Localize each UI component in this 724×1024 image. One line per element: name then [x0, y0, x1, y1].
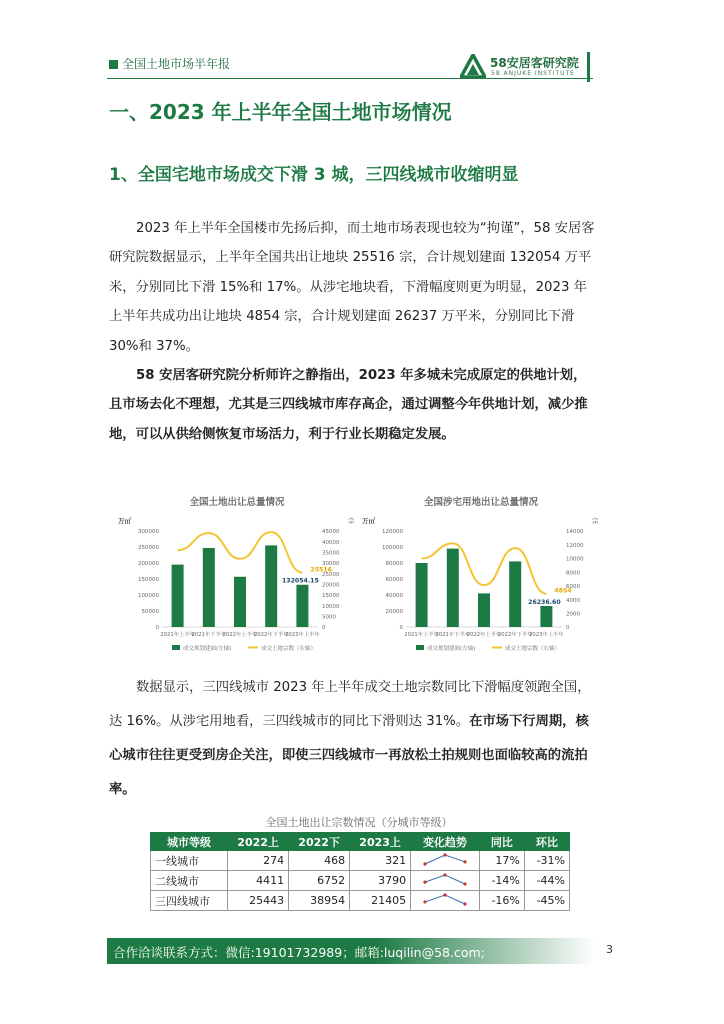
right-tick-label: 15000 — [322, 593, 340, 600]
left-tick-label: 100000 — [382, 545, 403, 552]
left-tick-label: 60000 — [385, 577, 403, 584]
trend-sparkline — [411, 851, 480, 871]
x-tick-label: 2022年上半年 — [466, 632, 502, 638]
table-row — [151, 871, 570, 891]
left-tick-label: 20000 — [385, 609, 403, 616]
qoq-change: -45% — [524, 891, 569, 911]
x-tick-label: 2023年上半年 — [285, 632, 320, 638]
sparkline-point — [443, 893, 446, 896]
right-tick-label: 25000 — [322, 571, 340, 578]
right-tick-label: 10000 — [566, 556, 584, 563]
table-header-row — [151, 833, 570, 851]
land-total-chart — [114, 487, 360, 659]
right-tick-label: 14000 — [566, 529, 584, 536]
right-tick-label: 35000 — [322, 550, 340, 557]
line-data-label: 25516 — [310, 566, 332, 574]
chart-title: 全国涉宅用地出让总量情况 — [423, 497, 539, 508]
x-tick-label: 2021年上半年 — [404, 632, 439, 638]
left-axis-unit: 万㎡ — [118, 517, 131, 525]
bar — [234, 577, 246, 627]
value-2022-h2: 468 — [289, 851, 350, 871]
left-tick-label: 150000 — [138, 577, 159, 584]
sparkline-point — [463, 882, 466, 885]
sparkline-point — [443, 873, 446, 876]
x-tick-label: 2022年下半年 — [253, 632, 289, 638]
left-tick-label: 0 — [155, 625, 159, 632]
residential-land-chart — [358, 487, 604, 659]
value-2022-h2: 6752 — [289, 871, 350, 891]
sparkline-point — [463, 860, 466, 863]
header-rule — [107, 78, 593, 79]
paragraph-3-text: 数据显示，三四线城市 2023 年上半年成交土地宗数同比下滑幅度领跑全国，达 16%。从涉宅用地看，三四线城市的同比下滑则达 31%。 — [109, 680, 591, 729]
header-bullet — [109, 60, 118, 69]
legend-line-label: 成交土地宗数（右轴） — [261, 646, 317, 652]
yoy-change: -14% — [479, 871, 524, 891]
right-tick-label: 2000 — [566, 611, 580, 618]
trend-sparkline — [411, 891, 480, 911]
table-row — [151, 891, 570, 911]
right-tick-label: 10000 — [322, 603, 340, 610]
table-title: 全国土地出让宗数情况（分城市等级） — [265, 816, 453, 829]
right-tick-label: 5000 — [322, 614, 336, 621]
value-2022-h1: 4411 — [228, 871, 289, 891]
header-cell: 城市等级 — [151, 833, 228, 851]
value-2022-h2: 38954 — [289, 891, 350, 911]
header-cell: 变化趋势 — [411, 833, 480, 851]
table-row — [151, 851, 570, 871]
qoq-change: -44% — [524, 871, 569, 891]
series-line — [178, 532, 303, 572]
value-2022-h1: 25443 — [228, 891, 289, 911]
series-line — [422, 543, 547, 593]
header-cell: 2022下 — [289, 833, 350, 851]
right-tick-label: 0 — [566, 625, 570, 632]
sparkline-point — [423, 900, 426, 903]
right-tick-label: 0 — [322, 625, 326, 632]
sparkline-point — [423, 881, 426, 884]
bar — [203, 548, 215, 627]
right-tick-label: 12000 — [566, 542, 584, 549]
sparkline-point — [443, 853, 446, 856]
header-cell: 环比 — [524, 833, 569, 851]
left-tick-label: 200000 — [138, 561, 159, 568]
x-tick-label: 2023年上半年 — [529, 632, 564, 638]
city-tier-table — [150, 832, 570, 911]
paragraph-2 — [109, 361, 599, 449]
left-axis-unit: 万㎡ — [362, 517, 375, 525]
bar — [416, 563, 428, 627]
x-tick-label: 2022年上半年 — [222, 632, 258, 638]
trend-sparkline — [411, 871, 480, 891]
page-number: 3 — [606, 943, 613, 956]
logo-english: 58 ANJUKE INSTITUTE — [491, 70, 575, 77]
paragraph-3-bold: 在市场下行周期，核心城市往往更受到房企关注，即使三四线城市一再放松土拍规则也面临较高的流拍率。 — [109, 714, 589, 797]
header-cell: 2023上 — [350, 833, 411, 851]
legend-bar-swatch — [172, 645, 180, 650]
legend-bar-label: 成交规划建面(左轴) — [427, 646, 476, 652]
x-tick-label: 2021年下半年 — [435, 632, 471, 638]
logo-name: 58安居客研究院 — [490, 56, 579, 70]
city-tier: 一线城市 — [151, 851, 228, 871]
chart-title: 全国土地出让总量情况 — [189, 497, 285, 508]
triangle-logo-icon — [460, 54, 486, 78]
right-tick-label: 6000 — [566, 584, 580, 591]
value-2023-h1: 21405 — [350, 891, 411, 911]
left-tick-label: 120000 — [382, 529, 403, 536]
bar — [296, 585, 308, 627]
x-tick-label: 2022年下半年 — [497, 632, 533, 638]
city-tier: 三四线城市 — [151, 891, 228, 911]
value-2023-h1: 3790 — [350, 871, 411, 891]
sparkline-chart — [417, 871, 473, 887]
sparkline-point — [423, 862, 426, 865]
x-tick-label: 2021年下半年 — [191, 632, 227, 638]
x-tick-label: 2021年上半年 — [160, 632, 195, 638]
contact-info: 合作洽谈联系方式：微信:19101732989；邮箱:luqilin@58.com; — [113, 945, 485, 960]
bar — [509, 561, 521, 627]
right-tick-label: 45000 — [322, 529, 340, 536]
value-2023-h1: 321 — [350, 851, 411, 871]
right-axis-unit: 宗 — [348, 517, 355, 525]
yoy-change: -16% — [479, 891, 524, 911]
sparkline-point — [463, 902, 466, 905]
paragraph-2-text: 58 安居客研究院分析师许之静指出，2023 年多城未完成原定的供地计划，且市场去化不理想，尤其是三四线城市库存高企，通过调整今年供地计划，减少推地，可以从供给侧恢复市场活力，利于行业长期稳定发展。 — [109, 368, 588, 442]
city-tier: 二线城市 — [151, 871, 228, 891]
bar — [478, 593, 490, 627]
sparkline-chart — [417, 891, 473, 907]
right-tick-label: 30000 — [322, 561, 340, 568]
right-tick-label: 20000 — [322, 582, 340, 589]
left-tick-label: 50000 — [141, 609, 159, 616]
right-axis-unit: 宗 — [592, 517, 599, 525]
bar-data-label: 132054.15 — [282, 577, 319, 585]
right-tick-label: 40000 — [322, 539, 340, 546]
value-2022-h1: 274 — [228, 851, 289, 871]
paragraph-1-text: 2023 年上半年全国楼市先扬后抑，而土地市场表现也较为“拘谨”，58 安居客研究院数据显示，上半年全国共出让地块 25516 宗，合计规划建面 132054 万平米，分别同比下滑 15%和 17%。从涉宅地块看，下滑幅度则更为明显，2023 年上半年共成功出让地块 4854 宗，合计规划建面 26237 万平米，分别同比下滑 30%和 37%。 — [109, 221, 595, 354]
sparkline-chart — [417, 851, 473, 867]
left-tick-label: 250000 — [138, 545, 159, 552]
bar — [540, 606, 552, 627]
bar — [265, 545, 277, 627]
header-cell: 同比 — [479, 833, 524, 851]
report-title: 全国土地市场半年报 — [122, 57, 231, 71]
left-tick-label: 300000 — [138, 529, 159, 536]
qoq-change: -31% — [524, 851, 569, 871]
right-tick-label: 8000 — [566, 570, 580, 577]
left-tick-label: 80000 — [385, 561, 403, 568]
legend-bar-swatch — [416, 645, 424, 650]
line-data-label: 4854 — [554, 587, 572, 595]
legend-line-label: 成交土地宗数（右轴） — [505, 646, 561, 652]
left-tick-label: 40000 — [385, 593, 403, 600]
paragraph-1 — [109, 214, 599, 361]
paragraph-3 — [109, 671, 595, 807]
subsection-heading: 1、全国宅地市场成交下滑 3 城，三四线城市收缩明显 — [109, 165, 519, 185]
header-cell: 2022上 — [228, 833, 289, 851]
left-tick-label: 0 — [399, 625, 403, 632]
bar-data-label: 26236.60 — [528, 599, 561, 607]
left-tick-label: 100000 — [138, 593, 159, 600]
legend-bar-label: 成交规划建面(左轴) — [183, 646, 232, 652]
bar — [447, 549, 459, 627]
bar — [172, 565, 184, 627]
section-heading: 一、2023 年上半年全国土地市场情况 — [109, 100, 452, 124]
right-tick-label: 4000 — [566, 597, 580, 604]
yoy-change: 17% — [479, 851, 524, 871]
